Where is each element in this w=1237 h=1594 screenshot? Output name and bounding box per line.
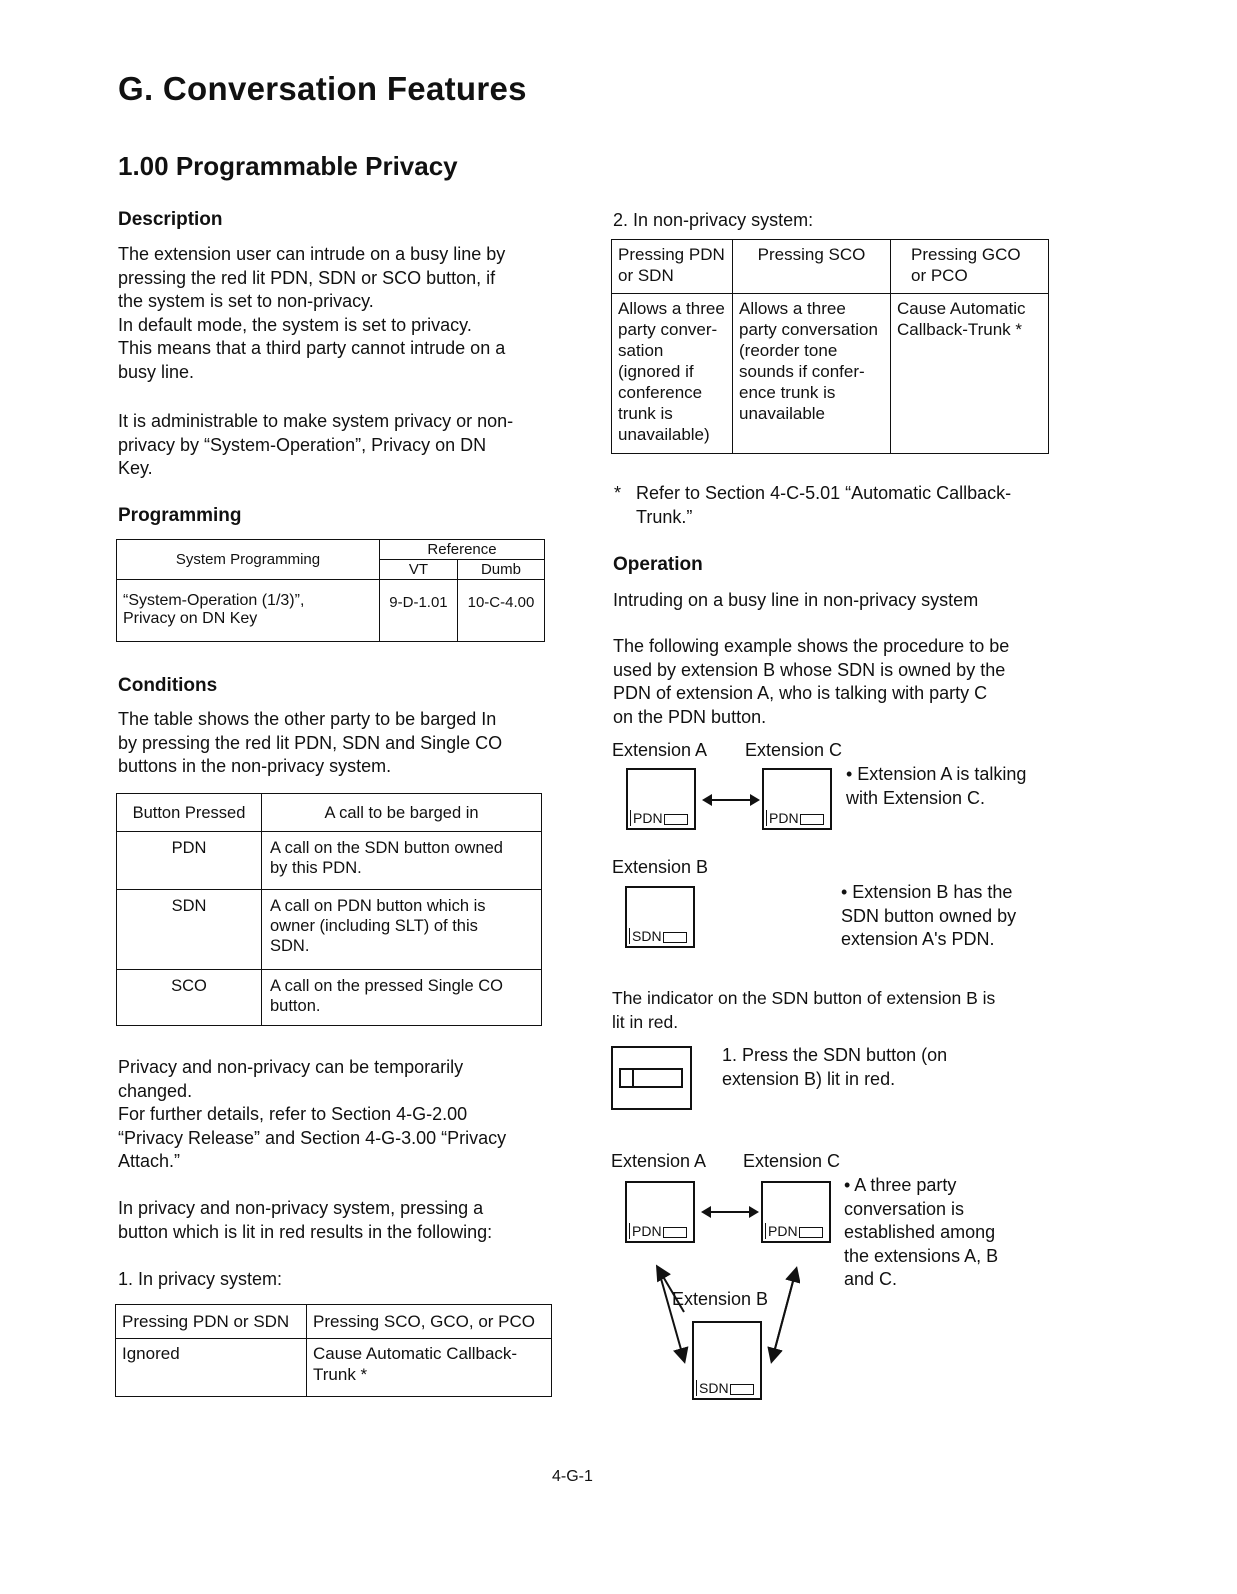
extension-c-phone <box>762 768 832 830</box>
ext-b-label-2: Extension B <box>672 1289 769 1309</box>
operation-subtitle: Intruding on a busy line in non-privacy system <box>613 590 979 610</box>
call-cell: A call on the pressed Single CO button. <box>262 970 542 1026</box>
lit-sdn-button-icon <box>619 1068 683 1088</box>
page-number: 4-G-1 <box>552 1468 593 1485</box>
col-call-barged: A call to be barged in <box>262 794 542 832</box>
lamp-icon <box>799 1227 823 1238</box>
col-dumb: Dumb <box>457 560 544 580</box>
nonprivacy-cell2: Allows a three party conversation (reorder tone sounds if confer- ence trunk is unavailable <box>733 294 891 454</box>
col-reference: Reference <box>380 540 545 560</box>
extension-a-phone <box>626 768 696 830</box>
operation-intro: The following example shows the procedure to be used by extension B whose SDN is owned by the PDN of extension A, who is talking with party C on the PDN button. <box>613 636 1010 727</box>
privacy-table <box>115 1304 552 1397</box>
bullet-3: • A three party conversation is established among the extensions A, B and C. <box>844 1175 999 1289</box>
extension-c-phone-2 <box>761 1181 831 1243</box>
pdn-button: PDN <box>630 810 688 826</box>
note-mark: * <box>614 483 622 503</box>
button-cell: SDN <box>117 890 262 970</box>
sdn-button: SDN <box>629 928 687 944</box>
two-way-arrow-icon <box>710 799 752 801</box>
nonprivacy-table <box>611 239 1049 454</box>
privacy-cell1: Ignored <box>116 1339 307 1397</box>
table-row <box>117 970 542 1026</box>
two-way-arrow-icon <box>709 1211 751 1213</box>
nonprivacy-col1: Pressing PDN or SDN <box>612 240 733 294</box>
connection-arrows-icon <box>640 1260 800 1370</box>
table-row <box>117 890 542 970</box>
description-para2: It is administrable to make system privacy or non- privacy by “System-Operation”, Privacy on DN Key. <box>118 411 514 478</box>
col-button-pressed: Button Pressed <box>117 794 262 832</box>
ext-c-label-2: Extension C <box>743 1151 841 1171</box>
bullet-2: • Extension B has the SDN button owned by extension A's PDN. <box>841 882 1017 949</box>
ext-a-label-2: Extension A <box>611 1151 707 1171</box>
conditions-table <box>116 793 542 1026</box>
conditions-heading: Conditions <box>118 675 218 696</box>
table-row <box>117 832 542 890</box>
programming-table <box>116 539 545 642</box>
programming-vt: 9-D-1.01 <box>380 580 458 642</box>
conditions-para1: Privacy and non-privacy can be temporarily changed. For further details, refer to Section 4-G-2.00 “Privacy Release” and Section 4-G-3.00 “Privacy Attach.” <box>118 1057 507 1171</box>
button-cell: PDN <box>117 832 262 890</box>
step-1: 1. Press the SDN button (on extension B) lit in red. <box>722 1045 948 1089</box>
privacy-cell2: Cause Automatic Callback- Trunk * <box>307 1339 552 1397</box>
programming-dumb: 10-C-4.00 <box>457 580 544 642</box>
ext-b-label: Extension B <box>612 857 709 877</box>
privacy-label: 1. In privacy system: <box>118 1269 283 1289</box>
extension-b-phone <box>625 886 695 948</box>
lamp-icon <box>664 814 688 825</box>
nonprivacy-label: 2. In non-privacy system: <box>613 210 814 230</box>
button-cell: SCO <box>117 970 262 1026</box>
pdn-button: PDN <box>766 810 824 826</box>
conditions-intro: The table shows the other party to be barged In by pressing the red lit PDN, SDN and Single CO buttons in the non-privacy system. <box>118 709 503 776</box>
description-heading: Description <box>118 209 223 230</box>
indicator-text: The indicator on the SDN button of extension B is lit in red. <box>612 988 996 1032</box>
nonprivacy-cell3: Cause Automatic Callback-Trunk * <box>891 294 1049 454</box>
lamp-icon <box>730 1384 754 1395</box>
conditions-para2: In privacy and non-privacy system, pressing a button which is lit in red results in the following: <box>118 1198 493 1242</box>
lamp-icon <box>663 932 687 943</box>
section-title: 1.00 Programmable Privacy <box>118 151 458 181</box>
nonprivacy-cell1: Allows a three party conver- sation (ignored if conference trunk is unavailable) <box>612 294 733 454</box>
pdn-button: PDN <box>629 1223 687 1239</box>
programming-heading: Programming <box>118 505 242 526</box>
extension-a-phone-2 <box>625 1181 695 1243</box>
pdn-button: PDN <box>765 1223 823 1239</box>
operation-heading: Operation <box>613 554 703 575</box>
page-title: G. Conversation Features <box>118 70 527 107</box>
sdn-button-closeup[interactable] <box>611 1046 692 1110</box>
description-para1: The extension user can intrude on a busy line by pressing the red lit PDN, SDN or SCO button, if the system is set to non-privacy. In default mode, the system is set to privacy. This means that a third party cannot intrude on a busy line. <box>118 244 506 382</box>
call-cell: A call on the SDN button owned by this PDN. <box>262 832 542 890</box>
lamp-icon <box>800 814 824 825</box>
sdn-button: SDN <box>696 1380 754 1396</box>
ext-c-label: Extension C <box>745 740 843 760</box>
nonprivacy-col2: Pressing SCO <box>733 240 891 294</box>
col-vt: VT <box>380 560 458 580</box>
call-cell: A call on PDN button which is owner (including SLT) of this SDN. <box>262 890 542 970</box>
note-text: Refer to Section 4-C-5.01 “Automatic Callback- Trunk.” <box>636 483 1012 527</box>
nonprivacy-col3: Pressing GCO or PCO <box>891 240 1049 294</box>
privacy-col2: Pressing SCO, GCO, or PCO <box>307 1305 552 1339</box>
ext-a-label: Extension A <box>612 740 708 760</box>
col-system-programming: System Programming <box>117 540 380 580</box>
bullet-1: • Extension A is talking with Extension C. <box>846 764 1027 808</box>
programming-item: “System-Operation (1/3)”, Privacy on DN Key <box>117 580 380 642</box>
lamp-icon <box>663 1227 687 1238</box>
privacy-col1: Pressing PDN or SDN <box>116 1305 307 1339</box>
